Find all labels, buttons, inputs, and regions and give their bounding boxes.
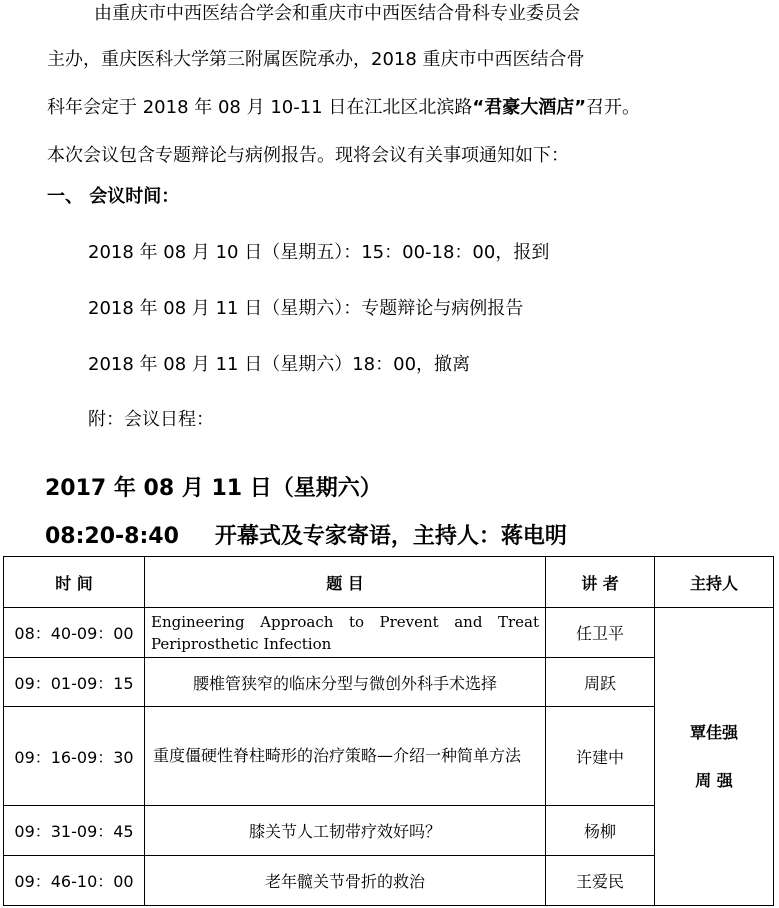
intro-line-3-pre: 科年会定于 2018 年 08 月 10-11 日在江北区北滨路 bbox=[47, 97, 473, 118]
meeting-time-item-2: 2018 年 08 月 11 日（星期六）：专题辩论与病例报告 bbox=[88, 298, 524, 319]
row-time: 09：31-09：45 bbox=[4, 806, 145, 856]
meeting-time-item-1: 2018 年 08 月 10 日（星期五）：15：00-18：00，报到 bbox=[88, 242, 550, 263]
row-speaker: 杨柳 bbox=[546, 806, 655, 856]
header-topic: 题 目 bbox=[145, 557, 546, 608]
host-name-2: 周 强 bbox=[695, 770, 733, 790]
schedule-table bbox=[3, 556, 774, 906]
row-topic: 重度僵硬性脊柱畸形的治疗策略—介绍一种简单方法 bbox=[145, 707, 546, 806]
table-header-row bbox=[4, 557, 774, 608]
host-cell bbox=[655, 608, 774, 906]
intro-line-3 bbox=[47, 96, 640, 120]
opening-session bbox=[45, 523, 567, 551]
table-row bbox=[4, 608, 774, 658]
host-name-1: 覃佳强 bbox=[689, 722, 738, 742]
row-speaker: 任卫平 bbox=[546, 608, 655, 658]
appendix-label: 附：会议日程： bbox=[88, 409, 214, 430]
intro-line-1: 由重庆市中西医结合学会和重庆市中西医结合骨科专业委员会 bbox=[94, 3, 580, 24]
row-topic: Engineering Approach to Prevent and Treat Periprosthetic Infection bbox=[145, 608, 546, 658]
intro-line-4: 本次会议包含专题辩论与病例报告。现将会议有关事项通知如下： bbox=[47, 145, 569, 166]
opening-title: 开幕式及专家寄语，主持人：蒋电明 bbox=[214, 524, 567, 549]
row-time: 09：01-09：15 bbox=[4, 658, 145, 707]
header-speaker: 讲 者 bbox=[546, 557, 655, 608]
row-speaker: 许建中 bbox=[546, 707, 655, 806]
row-time: 09：16-09：30 bbox=[4, 707, 145, 806]
row-time: 08：40-09：00 bbox=[4, 608, 145, 658]
header-host: 主持人 bbox=[655, 557, 774, 608]
meeting-time-item-3: 2018 年 08 月 11 日（星期六）18：00，撤离 bbox=[88, 354, 471, 375]
schedule-date-heading: 2017 年 08 月 11 日（星期六） bbox=[45, 476, 382, 501]
section-heading-meeting-time: 一、 会议时间： bbox=[47, 186, 180, 207]
opening-time: 08:20-8:40 bbox=[45, 524, 179, 549]
row-time: 09：46-10：00 bbox=[4, 856, 145, 906]
row-speaker: 周跃 bbox=[546, 658, 655, 707]
header-time: 时 间 bbox=[4, 557, 145, 608]
row-speaker: 王爱民 bbox=[546, 856, 655, 906]
intro-line-3-post: 召开。 bbox=[586, 97, 641, 118]
hotel-name: “君豪大酒店” bbox=[472, 97, 587, 118]
intro-line-2: 主办，重庆医科大学第三附属医院承办，2018 重庆市中西医结合骨 bbox=[47, 49, 585, 70]
row-topic: 膝关节人工韧带疗效好吗？ bbox=[145, 806, 546, 856]
row-topic: 腰椎管狭窄的临床分型与微创外科手术选择 bbox=[145, 658, 546, 707]
row-topic: 老年髋关节骨折的救治 bbox=[145, 856, 546, 906]
